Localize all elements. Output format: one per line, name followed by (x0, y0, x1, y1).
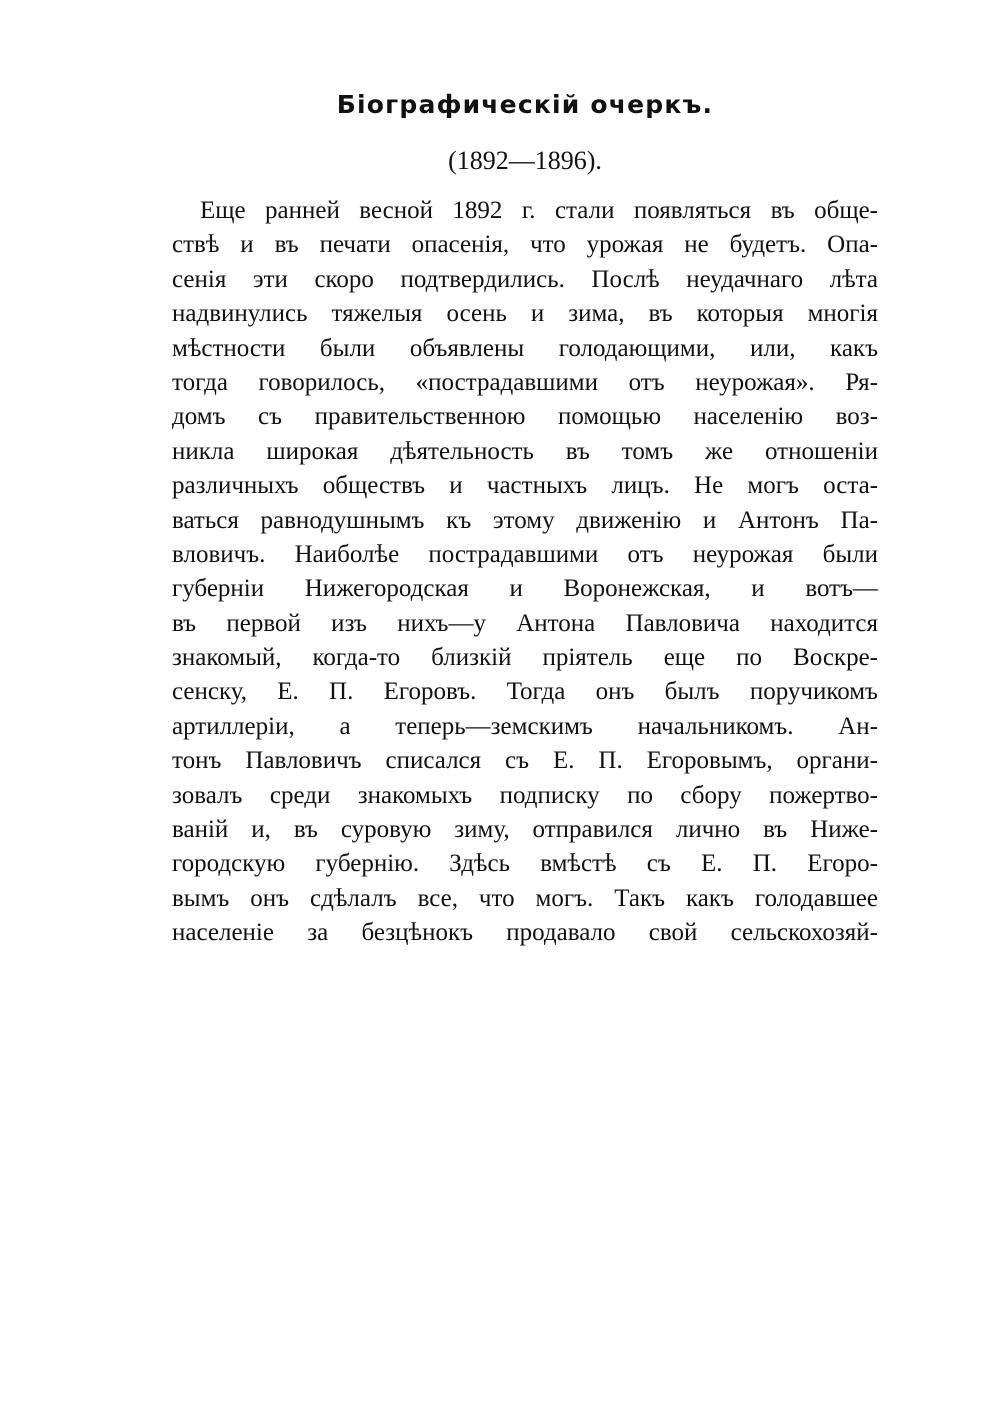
text-line: ваній и, въ суровую зиму, отправился лично въ Ниже- (172, 816, 878, 844)
years-subtitle: (1892—1896). (448, 146, 602, 175)
text-line: губерніи Нижегородская и Воронежская, и вотъ— (172, 575, 878, 603)
text-line: вымъ онъ сдѣлалъ все, что могъ. Такъ какъ голодавшее (172, 884, 878, 912)
text-line: городскую губернію. Здѣсь вмѣстѣ съ Е. П. Егоро- (172, 850, 878, 878)
text-line: зовалъ среди знакомыхъ подписку по сбору пожертво- (172, 781, 878, 809)
text-line: никла широкая дѣятельность въ томъ же отношеніи (172, 437, 878, 465)
text-line: сенску, Е. П. Егоровъ. Тогда онъ былъ поручикомъ (172, 678, 878, 706)
text-line: тогда говорилось, «пострадавшими отъ неурожая». Ря- (172, 368, 878, 396)
text-line: ствѣ и въ печати опасенія, что урожая не будетъ. Опа- (172, 231, 878, 259)
text-line: вловичъ. Наиболѣе пострадавшими отъ неурожая были (172, 540, 878, 568)
text-line: знакомый, когда-то близкій пріятель еще по Воскре- (172, 644, 878, 672)
text-line: въ первой изъ нихъ—у Антона Павловича находится (172, 609, 878, 637)
text-line: сенія эти скоро подтвердились. Послѣ неудачнаго лѣта (172, 265, 878, 293)
text-line: артиллеріи, а теперь—земскимъ начальникомъ. Ан- (172, 712, 878, 740)
text-line: надвинулись тяжелыя осень и зима, въ которыя многія (172, 300, 878, 328)
text-line: населеніе за безцѣнокъ продавало свой сельскохозяй- (172, 919, 878, 947)
text-line: различныхъ обществъ и частныхъ лицъ. Не могъ оста- (172, 472, 878, 500)
text-line: домъ съ правительственною помощью населенію воз- (172, 403, 878, 431)
text-line: Еще ранней весной 1892 г. стали появляться въ обще- (200, 197, 878, 224)
text-line: ваться равнодушнымъ къ этому движенію и Антонъ Па- (172, 506, 878, 534)
body-paragraph (172, 194, 878, 951)
page-title: Біографическій очеркъ. (336, 90, 714, 119)
text-line: тонъ Павловичъ списался съ Е. П. Егоровымъ, органи- (172, 747, 878, 775)
text-line: мѣстности были объявлены голодающими, или, какъ (172, 334, 878, 362)
